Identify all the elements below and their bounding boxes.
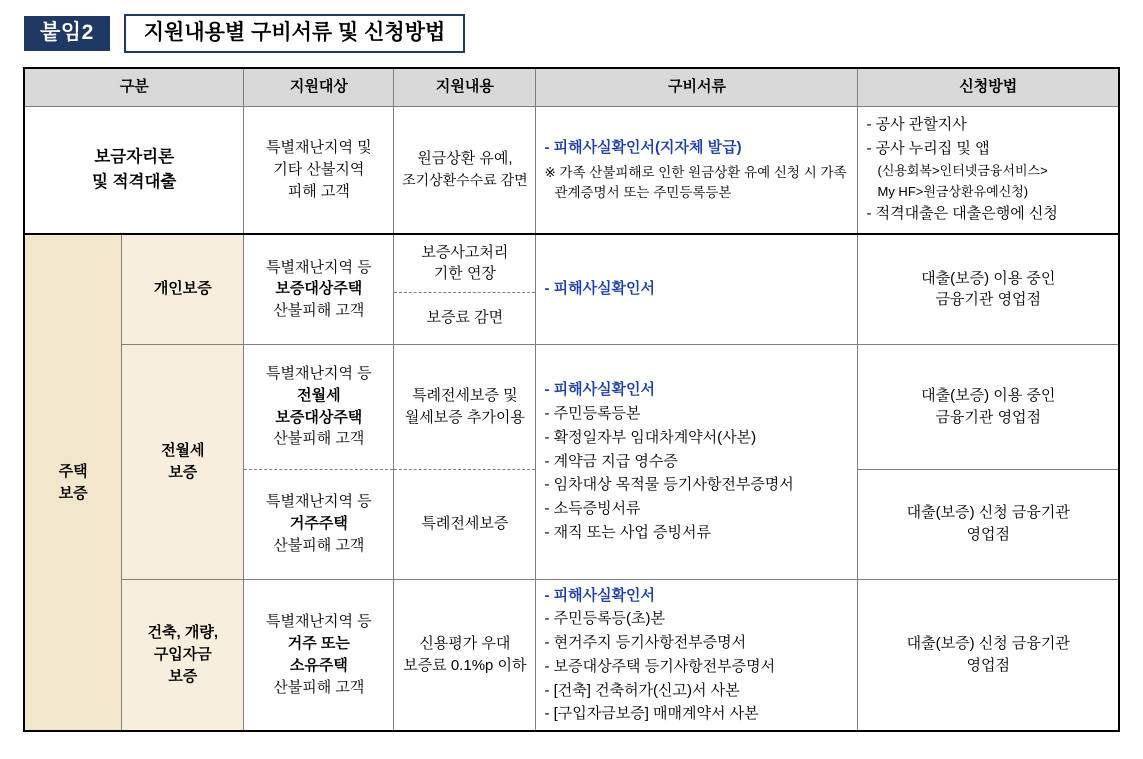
row6-sub-l1: 건축, 개량, bbox=[147, 624, 219, 642]
row5-content: 특례전세보증 bbox=[394, 469, 536, 579]
row4-documents-4: - 임차대상 목적물 등기사항전부증명서 bbox=[544, 476, 794, 494]
row6-content-l2: 보증료 0.1%p 이하 bbox=[403, 656, 527, 674]
row6-apply-l1: 대출(보증) 신청 금융기관 bbox=[906, 635, 1070, 652]
row6-documents-0: - 피해사실확인서 bbox=[544, 586, 656, 604]
row1-documents-main: - 피해사실확인서(지자체 발급) bbox=[544, 139, 742, 157]
row4-target-l4: 산불피해 고객 bbox=[273, 430, 365, 448]
row4-documents bbox=[536, 344, 858, 579]
row2-category-l1: 주택 bbox=[58, 462, 88, 480]
row5-target-l3: 산불피해 고객 bbox=[273, 536, 365, 554]
row1-apply-2: (신용회복>인터넷금융서비스> bbox=[877, 162, 1048, 178]
row1-documents bbox=[536, 106, 858, 234]
row4-apply-l2: 금융기관 영업점 bbox=[935, 408, 1042, 426]
row1-documents-note: ※ 가족 산불피해로 인한 원금상환 유예 신청 시 가족관계증명서 또는 주민등록등본 bbox=[544, 165, 847, 200]
row2-category-l2: 보증 bbox=[58, 484, 88, 502]
row2-content-a-l1: 보증사고처리 bbox=[421, 243, 509, 261]
row4-documents-5: - 소득증빙서류 bbox=[544, 500, 641, 518]
row6-documents-5: - [구입자금보증] 매매계약서 사본 bbox=[544, 705, 759, 723]
row4-target-l1: 특별재난지역 등 bbox=[266, 365, 372, 382]
table-row bbox=[24, 344, 1119, 469]
row5-apply bbox=[858, 469, 1119, 579]
row4-documents-3: - 계약금 지급 영수증 bbox=[544, 452, 678, 470]
row2-target-l3: 산불피해 고객 bbox=[273, 302, 365, 320]
row5-apply-l2: 영업점 bbox=[966, 526, 1010, 543]
row6-documents-1: - 주민등록등(초)본 bbox=[544, 610, 666, 628]
row6-sub-l3: 보증 bbox=[168, 667, 198, 685]
row1-apply-0: - 공사 관할지사 bbox=[866, 116, 967, 134]
row2-target-l2: 보증대상주택 bbox=[275, 280, 363, 298]
table-row bbox=[24, 234, 1119, 292]
row1-target bbox=[244, 106, 394, 234]
row4-sub-l2: 보증 bbox=[168, 463, 198, 481]
table-row bbox=[24, 106, 1119, 234]
row1-category bbox=[24, 106, 244, 234]
row6-content bbox=[394, 579, 536, 731]
row6-documents-3: - 보증대상주택 등기사항전부증명서 bbox=[544, 657, 776, 675]
row2-sub-personal: 개인보증 bbox=[122, 234, 244, 344]
row4-documents-2: - 확정일자부 임대차계약서(사본) bbox=[544, 428, 757, 446]
column-header-documents: 구비서류 bbox=[536, 68, 858, 106]
row1-apply-1: - 공사 누리집 및 앱 bbox=[866, 140, 990, 158]
row6-documents bbox=[536, 579, 858, 731]
row4-sub-l1: 전월세 bbox=[161, 441, 205, 459]
row4-documents-0: - 피해사실확인서 bbox=[544, 381, 656, 399]
row6-target bbox=[244, 579, 394, 731]
column-header-apply: 신청방법 bbox=[858, 68, 1119, 106]
row4-sub-jeonwolse bbox=[122, 344, 244, 579]
row2-content-a bbox=[394, 234, 536, 292]
row4-content-l1: 특례전세보증 및 bbox=[412, 386, 518, 404]
row6-sub-construction bbox=[122, 579, 244, 731]
row1-content-l2: 조기상환수수료 감면 bbox=[402, 171, 528, 188]
row4-content-l2: 월세보증 추가이용 bbox=[404, 408, 525, 426]
row6-target-l4: 산불피해 고객 bbox=[273, 678, 365, 696]
column-header-content: 지원내용 bbox=[394, 68, 536, 106]
row2-target-l1: 특별재난지역 등 bbox=[266, 258, 372, 276]
row1-apply-4: - 적격대출은 대출은행에 신청 bbox=[866, 205, 1058, 223]
row2-apply-l2: 금융기관 영업점 bbox=[935, 291, 1042, 309]
row2-apply-l1: 대출(보증) 이용 중인 bbox=[921, 269, 1056, 287]
row6-documents-2: - 현거주지 등기사항전부증명서 bbox=[544, 634, 747, 651]
row2-content-a-l2: 기한 연장 bbox=[433, 265, 496, 283]
row4-apply-l1: 대출(보증) 이용 중인 bbox=[921, 386, 1056, 404]
row6-target-l1: 특별재난지역 등 bbox=[266, 613, 372, 631]
table-header bbox=[24, 68, 1119, 106]
attachment-badge: 붙임2 bbox=[24, 16, 110, 51]
column-header-target: 지원대상 bbox=[244, 68, 394, 106]
row6-target-l2: 거주 또는 bbox=[287, 635, 350, 652]
row2-category-housing bbox=[24, 234, 122, 731]
row1-target-l3: 피해 고객 bbox=[287, 182, 350, 200]
row4-apply bbox=[858, 344, 1119, 469]
row6-apply-l2: 영업점 bbox=[966, 656, 1010, 674]
row2-target bbox=[244, 234, 394, 344]
row3-content-b: 보증료 감면 bbox=[394, 292, 536, 344]
row1-target-l2: 기타 산불지역 bbox=[273, 160, 365, 178]
row4-target bbox=[244, 344, 394, 469]
row4-target-l2: 전월세 bbox=[297, 386, 341, 404]
row2-apply bbox=[858, 234, 1119, 344]
support-table bbox=[23, 67, 1120, 732]
row6-sub-l2: 구입자금 bbox=[153, 645, 212, 663]
row4-documents-6: - 재직 또는 사업 증빙서류 bbox=[544, 523, 712, 541]
row2-documents bbox=[536, 234, 858, 344]
row1-content bbox=[394, 106, 536, 234]
table-row bbox=[24, 579, 1119, 731]
row5-target-l2: 거주주택 bbox=[289, 515, 348, 533]
row1-apply bbox=[858, 106, 1119, 234]
row6-content-l1: 신용평가 우대 bbox=[419, 635, 511, 652]
row5-target-l1: 특별재난지역 등 bbox=[266, 493, 372, 511]
row1-content-l1: 원금상환 유예, bbox=[417, 150, 513, 167]
row5-apply-l1: 대출(보증) 신청 금융기관 bbox=[906, 504, 1070, 522]
row1-apply-3: My HF>원금상환유예신청) bbox=[877, 183, 1029, 199]
document-header bbox=[0, 0, 1143, 63]
row1-category-line1: 보금자리론 bbox=[94, 148, 175, 166]
row4-target-l3: 보증대상주택 bbox=[275, 408, 363, 426]
row4-content bbox=[394, 344, 536, 469]
row5-target bbox=[244, 469, 394, 579]
row4-documents-1: - 주민등록등본 bbox=[544, 405, 641, 423]
column-header-category: 구분 bbox=[24, 68, 244, 106]
row6-apply bbox=[858, 579, 1119, 731]
row1-category-line2: 및 적격대출 bbox=[92, 172, 177, 191]
row6-target-l3: 소유주택 bbox=[289, 656, 348, 674]
row1-target-l1: 특별재난지역 및 bbox=[266, 139, 372, 157]
row2-documents-0: - 피해사실확인서 bbox=[544, 280, 656, 298]
page-title: 지원내용별 구비서류 및 신청방법 bbox=[124, 14, 466, 53]
row6-documents-4: - [건축] 건축허가(신고)서 사본 bbox=[544, 681, 740, 699]
